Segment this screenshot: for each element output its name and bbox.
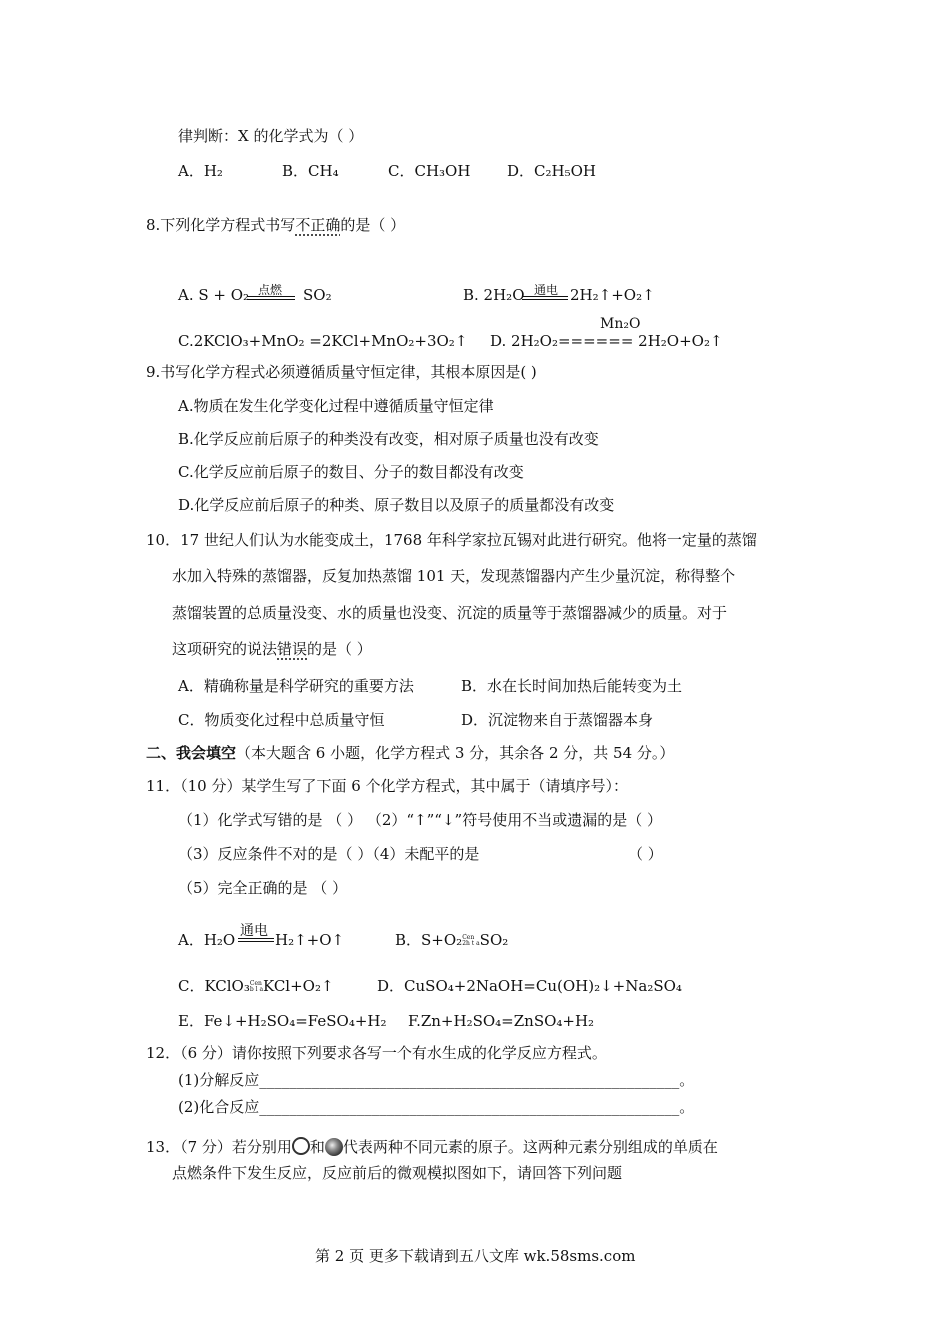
q10-line-1: 10．17 世纪人们认为水能变成土，1768 年科学家拉瓦锡对此进行研究。他将一定量的蒸馏 [146, 531, 757, 549]
q8-b-condition: 通电 [534, 283, 559, 297]
section-2-title: 二、我会填空 [146, 744, 237, 762]
q8-option-b: B. 2H₂O [463, 286, 525, 304]
q7-option-a: A．H₂ [178, 162, 223, 180]
q9-option-c: C.化学反应前后原子的数目、分子的数目都没有改变 [178, 463, 524, 481]
page-footer: 第 2 页 更多下载请到五八文库 wk.58sms.com [315, 1247, 636, 1265]
q11-part-5: （5）完全正确的是 （ ） [178, 879, 348, 897]
q11-part-3-4: （3）反应条件不对的是（ ）（4）未配平的是 [178, 845, 480, 863]
q11-eq-c: C．KClO₃Cen b l aKCl+O₂↑ [178, 977, 334, 995]
q8-a-product: SO₂ [303, 286, 332, 304]
q12-stem: 12．（6 分）请你按照下列要求各写一个有水生成的化学反应方程式。 [146, 1044, 607, 1062]
q8-a-condition: 点燃 [258, 283, 283, 297]
q11-eq-a-condition: 通电 [240, 923, 268, 939]
q11-eq-f: F.Zn+H₂SO₄=ZnSO₄+H₂ [408, 1012, 595, 1030]
q8-emphasis: 不正确 [295, 216, 341, 234]
white-atom-icon [292, 1137, 310, 1155]
q10-option-a: A．精确称量是科学研究的重要方法 [178, 677, 414, 695]
q9-option-a: A.物质在发生化学变化过程中遵循质量守恒定律 [178, 397, 494, 415]
q9-option-b: B.化学反应前后原子的种类没有改变，相对原子质量也没有改变 [178, 430, 599, 448]
q9-option-d: D.化学反应前后原子的种类、原子数目以及原子的质量都没有改变 [178, 496, 615, 514]
q10-line-3: 蒸馏装置的总质量没变、水的质量也没变、沉淀的质量等于蒸馏器减少的质量。对于 [172, 604, 728, 622]
section-2-heading [146, 743, 674, 763]
q8-d-condition: Mn₂O [600, 316, 641, 332]
q10-option-d: D．沉淀物来自于蒸馏器本身 [461, 711, 654, 729]
dark-atom-icon [325, 1138, 343, 1156]
q11-part-1-2: （1）化学式写错的是 （ ） （2）“↑”“↓”符号使用不当或遗漏的是（ ） [178, 811, 662, 829]
q11-eq-e: E．Fe↓+H₂SO₄=FeSO₄+H₂ [178, 1012, 387, 1030]
q13-line-1: 13．（7 分）若分别用 和 代表两种不同元素的原子。这两种元素分别组成的单质在 [146, 1138, 718, 1156]
q11-eq-a-right: H₂↑+O↑ [275, 931, 345, 949]
q10-option-c: C．物质变化过程中总质量守恒 [178, 711, 385, 729]
q11-eq-a-left: A．H₂O [178, 931, 236, 949]
q11-eq-c-condition: Cen b l a [249, 980, 264, 993]
q11-eq-b-condition: Cen 2h t a [462, 934, 480, 947]
q7-option-d: D．C₂H₅OH [507, 162, 596, 180]
q7-stem-tail: 律判断：X 的化学式为（ ） [178, 127, 364, 145]
q10-line-2: 水加入特殊的蒸馏器，反复加热蒸馏 101 天，发现蒸馏器内产生少量沉淀，称得整个 [172, 567, 736, 585]
q11-part-4-blank: （ ） [628, 845, 663, 863]
q8-a-equals-sign [247, 296, 295, 300]
section-2-desc: （本大题含 6 小题，化学方程式 3 分，其余各 2 分，共 54 分。） [236, 744, 675, 762]
q8-b-product: 2H₂↑+O₂↑ [570, 286, 655, 304]
q9-stem: 9.书写化学方程式必须遵循质量守恒定律，其根本原因是( ) [146, 363, 537, 381]
q11-stem: 11．（10 分）某学生写了下面 6 个化学方程式，其中属于（请填序号）： [146, 777, 629, 795]
q13-line-2: 点燃条件下发生反应，反应前后的微观模拟图如下，请回答下列问题 [172, 1164, 623, 1182]
q12-part-1: (1)分解反应________________________________________________________。 [178, 1071, 695, 1089]
q8-b-equals-sign [522, 296, 568, 300]
q8-stem: 8.下列化学方程式书写不正确的是（ ） [146, 216, 406, 234]
q7-option-b: B．CH₄ [282, 162, 339, 180]
q7-option-c: C．CH₃OH [388, 162, 471, 180]
q11-eq-b: B．S+O₂Cen 2h t aSO₂ [395, 931, 509, 949]
q8-option-c: C.2KClO₃+MnO₂ =2KCl+MnO₂+3O₂↑ [178, 332, 468, 350]
q10-emphasis: 错误 [277, 640, 308, 658]
q11-eq-d: D．CuSO₄+2NaOH=Cu(OH)₂↓+Na₂SO₄ [377, 977, 682, 995]
q10-option-b: B．水在长时间加热后能转变为土 [461, 677, 683, 695]
q12-part-2: (2)化合反应________________________________________________________。 [178, 1098, 695, 1116]
q11-eq-a-equals-sign [238, 938, 274, 942]
q8-option-d: D. 2H₂O₂====== 2H₂O+O₂↑ [490, 332, 723, 350]
q8-option-a: A. S + O₂ [178, 286, 250, 304]
q10-line-4: 这项研究的说法错误的是（ ） [172, 640, 372, 658]
